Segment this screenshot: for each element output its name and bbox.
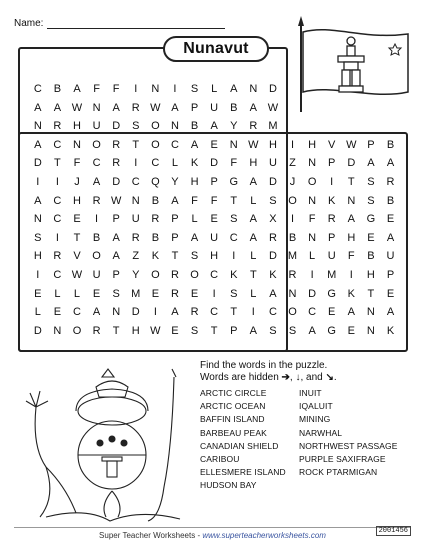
grid-letter[interactable]: T (54, 157, 61, 170)
grid-letter[interactable]: L (309, 250, 316, 263)
grid-letter[interactable]: C (170, 138, 179, 151)
grid-letter[interactable]: R (170, 269, 179, 281)
grid-letter[interactable]: U (92, 269, 101, 281)
grid-letter[interactable]: P (112, 213, 120, 226)
grid-letter[interactable]: F (210, 194, 218, 207)
nunavut-coat-of-arms-icon (16, 367, 192, 523)
word-list-item: ELLESMERE ISLAND (200, 467, 286, 478)
grid-row (28, 172, 400, 192)
grid-letter[interactable]: P (190, 101, 199, 114)
grid-letter[interactable]: C (151, 157, 160, 170)
grid-letter[interactable]: B (190, 120, 199, 133)
grid-letter[interactable]: I (310, 269, 314, 281)
grid-letter[interactable]: N (151, 83, 160, 95)
grid-letter[interactable]: D (131, 306, 140, 319)
grid-letter[interactable]: M (327, 269, 337, 281)
grid-letter[interactable]: E (73, 213, 81, 226)
grid-letter[interactable]: A (190, 138, 199, 151)
grid-letter[interactable]: S (190, 324, 199, 337)
footer-link[interactable]: www.superteacherworksheets.com (202, 531, 326, 540)
grid-letter[interactable]: J (74, 176, 80, 188)
grid-letter[interactable]: B (92, 231, 101, 244)
word-list-column-2 (299, 387, 398, 479)
grid-letter[interactable]: C (73, 306, 81, 319)
grid-letter[interactable]: H (190, 176, 199, 188)
grid-letter[interactable]: R (268, 231, 277, 244)
grid-letter[interactable]: C (53, 138, 62, 151)
word-list-item: CARIBOU (200, 454, 240, 465)
arrow-right-icon: ➔ (281, 372, 290, 383)
grid-letter[interactable]: E (53, 306, 62, 319)
grid-letter[interactable]: V (73, 250, 81, 263)
grid-letter[interactable]: W (71, 269, 83, 281)
grid-letter[interactable]: C (53, 213, 62, 226)
grid-letter[interactable]: W (346, 138, 357, 151)
grid-letter[interactable]: U (92, 120, 101, 133)
grid-letter[interactable]: A (171, 101, 179, 114)
grid-letter[interactable]: R (92, 194, 101, 207)
word-list-column-1 (200, 387, 286, 493)
grid-letter[interactable]: A (249, 231, 257, 244)
grid-letter[interactable]: I (36, 269, 40, 281)
grid-letter[interactable]: R (53, 250, 62, 263)
grid-letter[interactable]: E (34, 287, 42, 300)
grid-letter[interactable]: O (72, 324, 82, 337)
footer: Super Teacher Worksheets - www.superteacherworksheets.com (99, 531, 326, 540)
grid-letter[interactable]: S (367, 176, 375, 188)
grid-letter[interactable]: I (290, 213, 295, 226)
grid-letter[interactable]: G (327, 324, 336, 337)
grid-letter[interactable]: T (171, 250, 179, 263)
word-list-item: INUIT (299, 388, 322, 398)
grid-letter[interactable]: N (308, 231, 317, 244)
grid-letter[interactable]: P (328, 157, 336, 170)
grid-letter[interactable]: O (288, 306, 297, 319)
grid-letter[interactable]: A (210, 120, 218, 133)
grid-letter[interactable]: Y (171, 176, 179, 188)
instructions (200, 360, 337, 384)
word-list-item: BARBEAU PEAK (200, 427, 267, 438)
grid-letter[interactable]: W (110, 194, 122, 207)
grid-letter[interactable]: U (386, 250, 395, 263)
grid-letter[interactable]: W (150, 101, 161, 114)
grid-letter[interactable]: O (190, 269, 199, 281)
grid-letter[interactable]: H (131, 324, 140, 337)
grid-letter[interactable]: C (210, 269, 219, 281)
grid-letter[interactable]: A (92, 306, 101, 319)
grid-letter[interactable]: A (190, 231, 199, 244)
grid-letter[interactable]: W (71, 101, 83, 114)
grid-letter[interactable]: P (367, 138, 375, 151)
grid-letter[interactable]: U (210, 101, 219, 114)
grid-letter[interactable]: K (230, 269, 238, 281)
grid-letter[interactable]: S (269, 194, 277, 207)
grid-letter[interactable]: L (250, 250, 257, 263)
grid-letter[interactable]: J (289, 176, 296, 188)
grid-letter[interactable]: E (347, 324, 355, 337)
grid-letter[interactable]: A (34, 138, 42, 151)
grid-letter[interactable]: N (249, 83, 258, 95)
grid-letter[interactable]: A (112, 101, 120, 114)
grid-letter[interactable]: T (73, 231, 81, 244)
grid-letter[interactable]: B (53, 83, 62, 95)
grid-letter[interactable]: A (112, 231, 120, 244)
grid-letter[interactable]: N (366, 324, 375, 337)
grid-letter[interactable]: B (151, 231, 160, 244)
grid-letter[interactable]: R (190, 306, 199, 319)
grid-letter[interactable]: A (386, 231, 395, 244)
grid-letter[interactable]: P (171, 231, 179, 244)
grid-letter[interactable]: I (173, 83, 177, 95)
grid-letter[interactable]: R (249, 120, 258, 133)
grid-letter[interactable]: F (347, 250, 355, 263)
grid-letter[interactable]: N (131, 194, 140, 207)
grid-letter[interactable]: C (308, 306, 317, 319)
grid-letter[interactable]: R (112, 157, 121, 170)
grid-letter[interactable]: N (33, 120, 42, 133)
grid-letter[interactable]: U (327, 250, 336, 263)
grid-letter[interactable]: Q (151, 176, 160, 188)
grid-letter[interactable]: N (53, 324, 62, 337)
grid-letter[interactable]: K (269, 269, 277, 281)
grid-letter[interactable]: U (131, 213, 140, 226)
grid-letter[interactable]: P (386, 269, 395, 281)
grid-letter[interactable]: S (230, 213, 238, 226)
grid-letter[interactable]: R (386, 176, 395, 188)
grid-letter[interactable]: M (287, 250, 298, 263)
grid-row (28, 228, 400, 248)
grid-letter[interactable]: W (150, 324, 161, 337)
grid-letter[interactable]: M (131, 287, 141, 300)
grid-letter[interactable]: N (288, 287, 297, 300)
grid-letter[interactable]: L (250, 287, 257, 300)
grid-letter[interactable]: A (92, 176, 101, 188)
page-title: Nunavut (163, 36, 269, 62)
grid-letter[interactable]: N (170, 120, 179, 133)
grid-letter[interactable]: R (53, 120, 62, 133)
grid-letter[interactable]: S (288, 324, 297, 337)
word-list-item: NARWHAL (299, 427, 343, 438)
grid-letter[interactable]: H (366, 269, 375, 281)
word-list-item: BAFFIN ISLAND (200, 414, 265, 425)
grid-letter[interactable]: I (251, 306, 255, 319)
grid-letter[interactable]: T (230, 194, 238, 207)
grid-letter[interactable]: A (171, 306, 179, 319)
grid-letter[interactable]: O (92, 250, 101, 263)
grid-letter[interactable]: S (367, 194, 375, 207)
grid-row (28, 153, 400, 173)
grid-letter[interactable]: R (151, 213, 160, 226)
grid-letter[interactable]: B (230, 101, 238, 114)
grid-letter[interactable]: H (308, 138, 317, 151)
grid-letter[interactable]: A (171, 194, 179, 207)
grid-letter[interactable]: C (268, 306, 277, 319)
grid-letter[interactable]: S (112, 287, 120, 300)
grid-letter[interactable]: O (92, 138, 101, 151)
grid-letter[interactable]: H (249, 157, 258, 170)
grid-letter[interactable]: G (229, 176, 239, 188)
grid-letter[interactable]: E (92, 287, 101, 300)
word-list-item: MINING (299, 414, 331, 425)
grid-letter[interactable]: B (386, 138, 395, 151)
grid-letter[interactable]: O (307, 176, 317, 188)
grid-letter[interactable]: B (386, 194, 395, 207)
grid-letter[interactable]: P (171, 213, 179, 226)
grid-letter[interactable]: O (288, 194, 297, 207)
grid-letter[interactable]: H (33, 250, 42, 263)
grid-letter[interactable]: K (347, 287, 355, 300)
grid-row (28, 79, 283, 99)
grid-letter[interactable]: N (308, 157, 317, 170)
grid-letter[interactable]: E (151, 287, 160, 300)
grid-letter[interactable]: N (92, 101, 101, 114)
grid-letter[interactable]: E (386, 287, 395, 300)
grid-letter[interactable]: T (230, 306, 238, 319)
grid-letter[interactable]: C (229, 231, 238, 244)
grid-letter[interactable]: V (328, 138, 336, 151)
grid-letter[interactable]: D (347, 157, 356, 170)
grid-row (28, 135, 400, 155)
grid-letter[interactable]: O (151, 120, 160, 133)
grid-letter[interactable]: D (210, 157, 219, 170)
grid-letter[interactable]: A (34, 194, 42, 207)
grid-letter[interactable]: A (269, 287, 277, 300)
grid-letter[interactable]: D (33, 157, 42, 170)
grid-letter[interactable]: F (73, 157, 81, 170)
grid-letter[interactable]: E (210, 138, 218, 151)
grid-letter[interactable]: I (134, 157, 138, 170)
grid-row (28, 265, 400, 285)
grid-letter[interactable]: A (249, 213, 257, 226)
grid-row (28, 191, 400, 211)
grid-letter[interactable]: Y (230, 120, 238, 133)
grid-letter[interactable]: X (269, 213, 277, 226)
grid-letter[interactable]: L (191, 213, 198, 226)
word-list-item: ARCTIC OCEAN (200, 401, 266, 412)
grid-letter[interactable]: Z (132, 250, 140, 263)
grid-letter[interactable]: A (249, 101, 257, 114)
name-label: Name: (14, 18, 44, 29)
word-list-item: NORTHWEST PASSAGE (299, 440, 398, 451)
grid-letter[interactable]: P (112, 269, 120, 281)
grid-letter[interactable]: L (73, 287, 81, 300)
grid-letter[interactable]: F (93, 83, 100, 95)
grid-letter[interactable]: N (73, 138, 81, 151)
grid-letter[interactable]: S (230, 287, 238, 300)
grid-letter[interactable]: N (366, 306, 375, 319)
grid-letter[interactable]: N (112, 306, 121, 319)
grid-letter[interactable]: I (55, 231, 59, 244)
grid-letter[interactable]: U (210, 231, 219, 244)
grid-letter[interactable]: N (229, 138, 238, 151)
grid-letter[interactable]: T (112, 324, 120, 337)
word-list-item: IQALUIT (299, 401, 333, 412)
grid-letter[interactable]: D (33, 324, 42, 337)
grid-letter[interactable]: H (73, 194, 81, 207)
grid-letter[interactable]: D (308, 287, 317, 300)
grid-letter[interactable]: T (132, 138, 140, 151)
grid-letter[interactable]: E (328, 306, 336, 319)
grid-letter[interactable]: M (268, 120, 278, 133)
grid-row (28, 209, 400, 229)
grid-letter[interactable]: L (171, 157, 179, 170)
grid-letter[interactable]: A (112, 250, 120, 263)
grid-letter[interactable]: K (151, 250, 160, 263)
grid-row (28, 246, 400, 266)
grid-letter[interactable]: F (230, 157, 238, 170)
grid-letter[interactable]: F (112, 83, 120, 95)
grid-letter[interactable]: C (33, 83, 42, 95)
grid-letter[interactable]: S (190, 83, 199, 95)
grid-letter[interactable]: G (327, 287, 336, 300)
grid-letter[interactable]: L (34, 306, 41, 319)
grid-letter[interactable]: C (210, 306, 219, 319)
name-line[interactable] (47, 17, 225, 29)
grid-letter[interactable]: T (347, 176, 355, 188)
grid-letter[interactable]: H (268, 138, 277, 151)
grid-letter[interactable]: H (347, 231, 356, 244)
instructions-line-2: Words are hidden ➔, ↓, and ↘. (200, 372, 337, 383)
footer-brand: Super Teacher Worksheets (99, 531, 196, 540)
grid-row (28, 302, 400, 322)
grid-letter[interactable]: S (34, 231, 42, 244)
grid-letter[interactable]: A (367, 157, 375, 170)
grid-letter[interactable]: W (267, 101, 279, 114)
grid-letter[interactable]: O (151, 269, 160, 281)
grid-letter[interactable]: I (290, 138, 295, 151)
grid-letter[interactable]: C (53, 269, 62, 281)
grid-letter[interactable]: T (367, 287, 375, 300)
grid-letter[interactable]: E (171, 324, 179, 337)
grid-row (28, 321, 400, 341)
grid-letter[interactable]: P (328, 231, 336, 244)
grid-letter[interactable]: E (210, 213, 218, 226)
grid-letter[interactable]: A (73, 83, 81, 95)
grid-letter[interactable]: N (347, 194, 356, 207)
grid-letter[interactable]: R (288, 269, 297, 281)
grid-letter[interactable]: C (92, 157, 101, 170)
grid-letter[interactable]: S (190, 250, 199, 263)
grid-letter[interactable]: I (55, 176, 59, 188)
grid-letter[interactable]: I (36, 176, 40, 188)
footer-rule (14, 527, 411, 528)
word-list-item: ARCTIC CIRCLE (200, 388, 267, 398)
grid-letter[interactable]: H (210, 250, 219, 263)
grid-letter[interactable]: K (190, 157, 199, 170)
grid-row (28, 98, 283, 118)
arrow-diagonal-icon: ↘ (325, 372, 334, 383)
word-list-item: HUDSON BAY (200, 480, 257, 491)
grid-letter[interactable]: B (151, 194, 160, 207)
grid-letter[interactable]: W (248, 138, 259, 151)
grid-letter[interactable]: P (230, 324, 238, 337)
grid-letter[interactable]: F (308, 213, 316, 226)
grid-letter[interactable]: S (269, 324, 277, 337)
grid-letter[interactable]: D (112, 176, 121, 188)
grid-letter[interactable]: R (112, 138, 121, 151)
grid-letter[interactable]: B (367, 250, 375, 263)
grid-letter[interactable]: E (386, 213, 395, 226)
grid-letter[interactable]: I (212, 287, 216, 300)
grid-letter[interactable]: A (53, 101, 62, 114)
grid-letter[interactable]: F (191, 194, 198, 207)
nunavut-flag-icon (292, 14, 414, 114)
grid-letter[interactable]: I (153, 306, 157, 319)
instructions-line-1: Find the words in the puzzle. (200, 360, 328, 371)
grid-letter[interactable]: A (34, 101, 42, 114)
grid-letter[interactable]: L (211, 83, 218, 95)
grid-letter[interactable]: I (349, 269, 353, 281)
grid-letter[interactable]: T (210, 324, 218, 337)
grid-letter[interactable]: C (131, 176, 140, 188)
grid-letter[interactable]: K (386, 324, 395, 337)
grid-letter[interactable]: N (308, 194, 317, 207)
grid-letter[interactable]: Z (289, 157, 296, 170)
grid-letter[interactable]: A (386, 306, 395, 319)
grid-letter[interactable]: A (230, 83, 238, 95)
arrow-down-icon: ↓ (295, 372, 301, 383)
grid-letter[interactable]: P (210, 176, 218, 188)
word-list-item: CANADIAN SHIELD (200, 440, 279, 451)
grid-letter[interactable]: D (268, 250, 277, 263)
grid-letter[interactable]: A (386, 157, 395, 170)
grid-letter[interactable]: T (249, 269, 257, 281)
grid-letter[interactable]: D (268, 83, 277, 95)
grid-letter[interactable]: D (268, 176, 277, 188)
grid-letter[interactable]: E (367, 231, 375, 244)
grid-letter[interactable]: I (134, 83, 138, 95)
worksheet-code: 2001456 (376, 526, 411, 536)
grid-letter[interactable]: R (131, 101, 140, 114)
grid-row (28, 116, 283, 136)
grid-letter[interactable]: A (308, 324, 316, 337)
grid-letter[interactable]: I (95, 213, 99, 226)
grid-letter[interactable]: S (132, 120, 140, 133)
grid-letter[interactable]: I (330, 176, 334, 188)
grid-letter[interactable]: E (190, 287, 199, 300)
grid-letter[interactable]: R (131, 231, 140, 244)
grid-letter[interactable]: R (170, 287, 179, 300)
grid-letter[interactable]: G (366, 213, 376, 226)
word-list-item: PURPLE SAXIFRAGE (299, 454, 386, 465)
grid-letter[interactable]: K (328, 194, 336, 207)
grid-letter[interactable]: A (249, 324, 257, 337)
grid-letter[interactable]: D (112, 120, 121, 133)
word-list-item: ROCK PTARMIGAN (299, 467, 378, 478)
grid-letter[interactable]: A (347, 306, 355, 319)
grid-letter[interactable]: A (249, 176, 257, 188)
grid-letter[interactable]: L (54, 287, 61, 300)
grid-letter[interactable]: O (151, 138, 160, 151)
name-field (14, 17, 225, 29)
grid-letter[interactable]: H (73, 120, 81, 133)
grid-letter[interactable]: U (268, 157, 277, 170)
grid-letter[interactable]: R (92, 324, 101, 337)
grid-row (28, 284, 400, 304)
grid-letter[interactable]: Y (132, 269, 140, 281)
grid-letter[interactable]: B (288, 231, 297, 244)
grid-letter[interactable]: R (327, 213, 336, 226)
grid-letter[interactable]: L (250, 194, 257, 207)
grid-letter[interactable]: N (33, 213, 42, 226)
grid-letter[interactable]: A (347, 213, 355, 226)
grid-letter[interactable]: I (232, 250, 236, 263)
grid-letter[interactable]: C (53, 194, 62, 207)
